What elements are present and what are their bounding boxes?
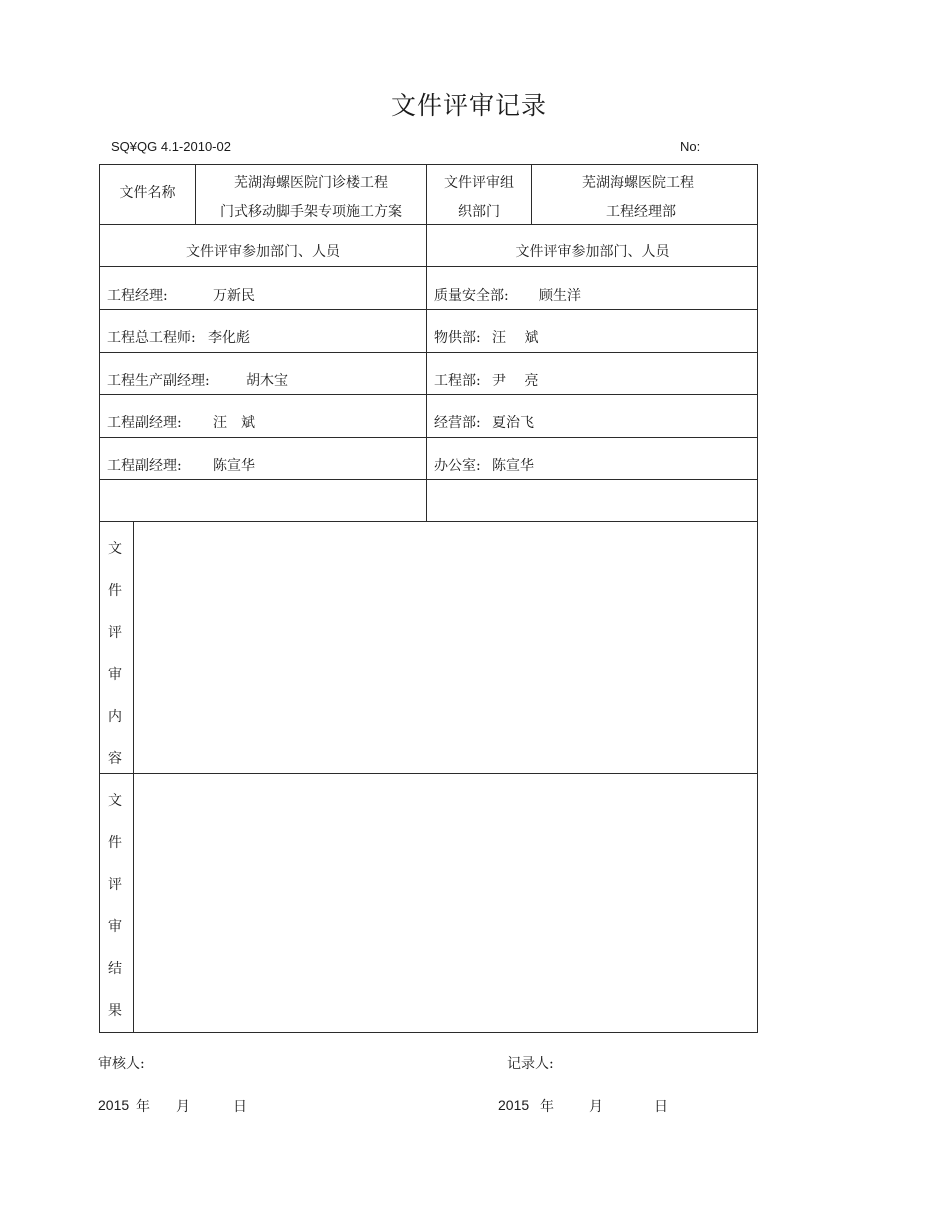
right-name: 汪 斌: [492, 330, 539, 346]
right-name: 顾生洋: [539, 288, 581, 304]
left-name: 李化彪: [208, 330, 250, 346]
left-day: 日: [233, 1099, 247, 1115]
org-value-line1: 芜湖海螺医院工程: [582, 175, 694, 191]
review-result-area[interactable]: [134, 774, 757, 1032]
label-char: 件: [108, 835, 122, 851]
reviewer-label: 审核人:: [98, 1056, 145, 1072]
label-char: 内: [108, 709, 122, 725]
label-char: 审: [108, 667, 122, 683]
right-role: 经营部:: [434, 415, 481, 431]
org-value-line2: 工程经理部: [606, 204, 676, 220]
row-divider: [99, 309, 758, 310]
left-month: 月: [176, 1099, 190, 1115]
document-number-label: No:: [680, 139, 701, 154]
row-divider: [99, 224, 758, 225]
right-day: 日: [654, 1099, 668, 1115]
right-role: 质量安全部:: [434, 288, 509, 304]
row-divider: [99, 394, 758, 395]
file-name-line2: 门式移动脚手架专项施工方案: [220, 204, 402, 220]
left-name: 陈宣华: [213, 458, 255, 474]
right-role: 办公室:: [434, 458, 481, 474]
right-name: 陈宣华: [492, 458, 534, 474]
review-content-area[interactable]: [134, 522, 757, 773]
right-name: 尹 亮: [492, 373, 539, 389]
right-role: 物供部:: [434, 330, 481, 346]
label-char: 容: [108, 751, 122, 767]
recorder-label: 记录人:: [507, 1056, 554, 1072]
label-char: 评: [108, 877, 122, 893]
row-divider: [99, 437, 758, 438]
left-role: 工程总工程师:: [107, 330, 196, 346]
right-name: 夏治飞: [492, 415, 534, 431]
label-char: 文: [108, 793, 122, 809]
document-code: SQ¥QG 4.1-2010-02: [111, 139, 231, 154]
label-char: 审: [108, 919, 122, 935]
page-title: 文件评审记录: [390, 91, 547, 120]
left-name: 胡木宝: [246, 373, 288, 389]
right-role: 工程部:: [434, 373, 481, 389]
left-role: 工程副经理:: [107, 458, 182, 474]
right-month: 月: [589, 1099, 603, 1115]
left-year-unit: 年: [136, 1099, 150, 1115]
left-name: 汪 斌: [213, 415, 255, 431]
label-char: 文: [108, 541, 122, 557]
row-divider: [99, 479, 758, 480]
label-char: 结: [108, 961, 122, 977]
label-char: 件: [108, 583, 122, 599]
label-char: 评: [108, 625, 122, 641]
file-name-label: 文件名称: [119, 185, 176, 201]
row-divider: [99, 352, 758, 353]
review-content-label: [99, 528, 131, 780]
review-result-label: [99, 780, 131, 1032]
left-role: 工程副经理:: [107, 415, 182, 431]
right-year: 2015: [498, 1097, 530, 1113]
file-name-line1: 芜湖海螺医院门诊楼工程: [234, 175, 388, 191]
right-year-unit: 年: [540, 1099, 554, 1115]
participants-header-right: 文件评审参加部门、人员: [515, 244, 670, 260]
org-label-line2: 织部门: [458, 204, 500, 220]
left-role: 工程生产副经理:: [107, 373, 210, 389]
left-role: 工程经理:: [107, 288, 168, 304]
left-name: 万新民: [213, 288, 255, 304]
row-divider: [99, 266, 758, 267]
participants-header-left: 文件评审参加部门、人员: [186, 244, 340, 260]
label-char: 果: [108, 1003, 122, 1019]
org-label-line1: 文件评审组: [444, 175, 514, 191]
left-year: 2015: [98, 1097, 130, 1113]
